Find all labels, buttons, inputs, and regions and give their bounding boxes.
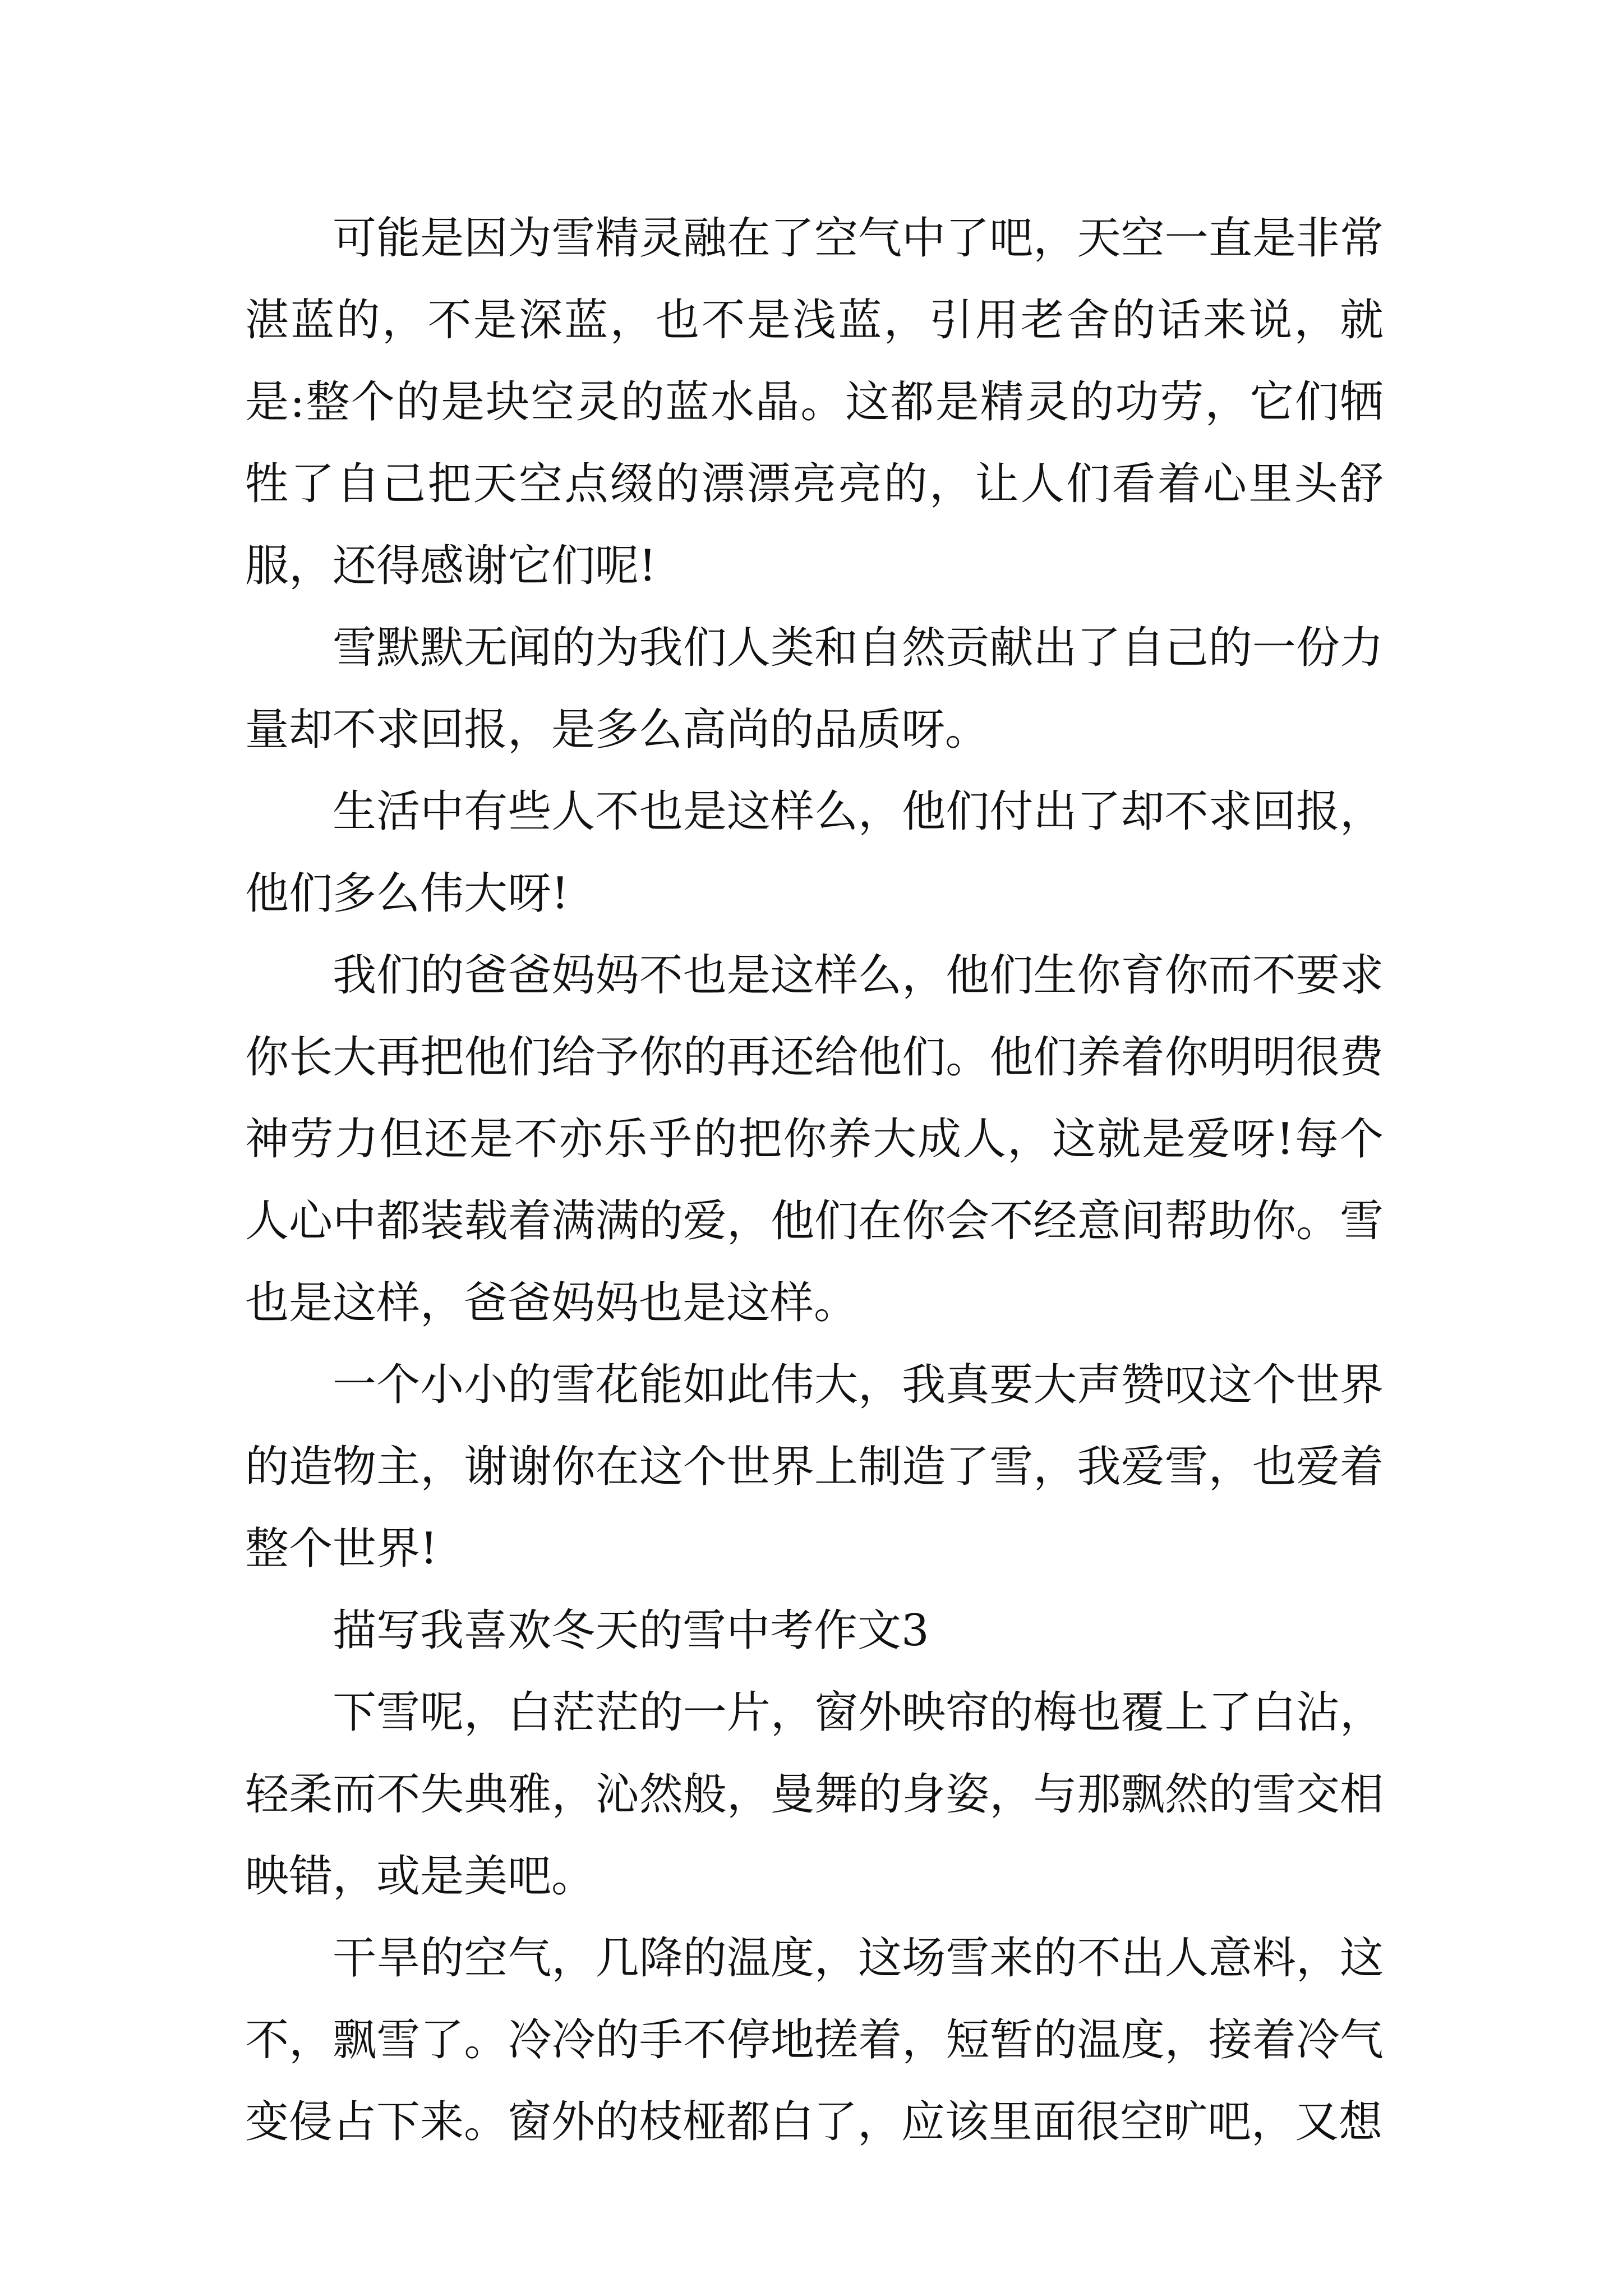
document-body [245,197,1384,2163]
paragraph-3: 生活中有些人不也是这样么，他们付出了却不求回报，他们多么伟大呀! [245,786,1384,919]
paragraph-5: 一个小小的雪花能如此伟大，我真要大声赞叹这个世界的造物主，谢谢你在这个世界上制造了雪，我爱雪，也爱着整个世界! [245,1360,1384,1574]
paragraph-6: 下雪呢，白茫茫的一片，窗外映帘的梅也覆上了白沾，轻柔而不失典雅，沁然般，曼舞的身姿，与那飘然的雪交相映错，或是美吧。 [245,1687,1384,1902]
paragraph-7: 干旱的空气，几降的温度，这场雪来的不出人意料，这不，飘雪了。冷冷的手不停地搓着，短暂的温度，接着冷气变侵占下来。窗外的枝桠都白了，应该里面很空旷吧，又想 [245,1933,1384,2147]
section-heading: 描写我喜欢冬天的雪中考作文3 [333,1605,929,1656]
paragraph-4: 我们的爸爸妈妈不也是这样么，他们生你育你而不要求你长大再把他们给予你的再还给他们。他们养着你明明很费神劳力但还是不亦乐乎的把你养大成人，这就是爱呀!每个人心中都装载着满满的爱，他们在你会不经意间帮助你。雪也是这样，爸爸妈妈也是这样。 [245,950,1384,1328]
paragraph-1: 可能是因为雪精灵融在了空气中了吧，天空一直是非常湛蓝的，不是深蓝，也不是浅蓝，引用老舍的话来说，就是:整个的是块空灵的蓝水晶。这都是精灵的功劳，它们牺牲了自己把天空点缀的漂漂亮亮的，让人们看着心里头舒服，还得感谢它们呢! [245,213,1384,591]
paragraph-2: 雪默默无闻的为我们人类和自然贡献出了自己的一份力量却不求回报，是多么高尚的品质呀。 [245,623,1384,755]
